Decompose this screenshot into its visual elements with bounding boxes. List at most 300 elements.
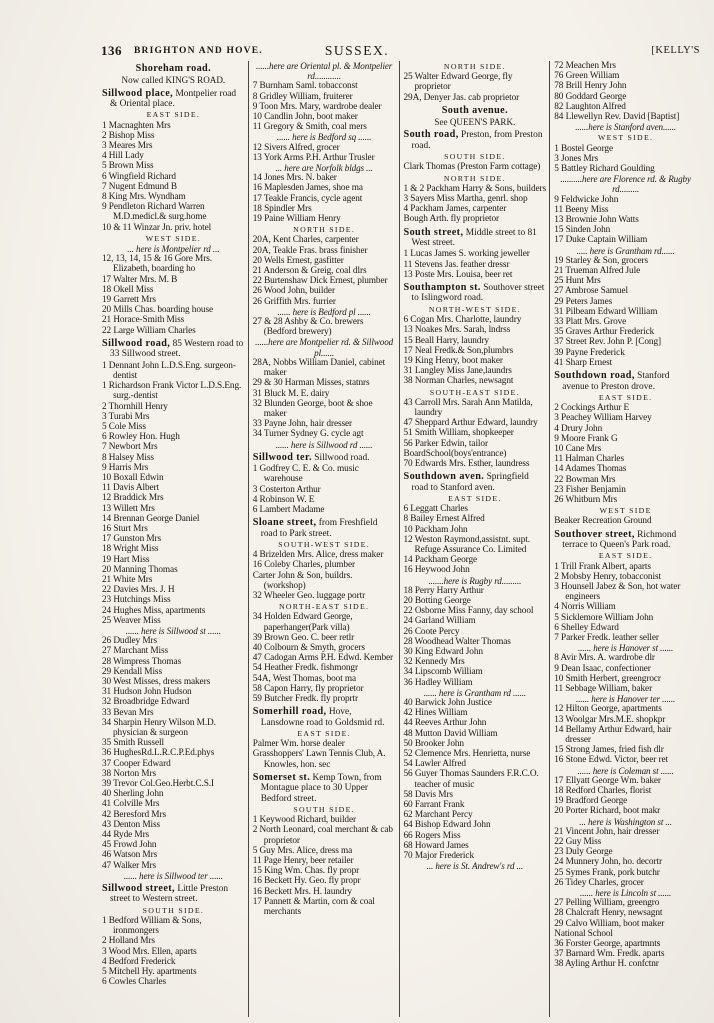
directory-entry: 6 Cogan Mrs. Charlotte, laundry <box>403 315 522 326</box>
directory-entry: 66 Rogers Miss <box>403 830 461 841</box>
cross-reference-line: ...... here is Lincoln st ...... <box>580 888 672 899</box>
directory-entry: 19 Garrett Mrs <box>102 295 156 306</box>
directory-entry: 20A, Kent Charles, carpenter <box>252 235 359 246</box>
street-name: Sillwood street, <box>102 883 175 895</box>
street-name: Somerset st. <box>252 771 311 783</box>
directory-entry: 4 Robinson W. E <box>252 494 315 505</box>
directory-entry: 27 Marchant Miss <box>102 646 169 657</box>
directory-entry: 46 Watson Mrs <box>102 850 158 861</box>
directory-entry: 40 Sherling John <box>102 789 164 800</box>
directory-entry: 33 Platt Mrs. Grove <box>554 317 627 328</box>
directory-entry: 19 Bradford George <box>554 796 628 807</box>
directory-entry: 39 Payne Frederick <box>554 347 625 358</box>
directory-entry: 17 Neal Fredk.& Son,plumbrs <box>403 345 514 356</box>
directory-entry: 40 Barwick John Justice <box>403 698 492 709</box>
side-heading: SOUTH SIDE. <box>142 905 205 915</box>
running-title-left: BRIGHTON AND HOVE. <box>134 46 263 56</box>
directory-entry: 59 Butcher Fredk. fly proprtr <box>252 694 359 704</box>
directory-entry: 20 Botting George <box>403 595 471 606</box>
directory-entry: 32 Wheeler Geo. luggage portr <box>252 590 366 601</box>
directory-entry: 80 Goddard George <box>554 91 627 102</box>
directory-entry: 72 Meachen Mrs <box>554 61 616 71</box>
directory-entry: 76 Green William <box>554 71 620 82</box>
street-note: See QUEEN'S PARK. <box>434 117 516 128</box>
directory-entry: National School <box>554 928 613 939</box>
directory-entry: 22 Guy Miss <box>554 837 602 848</box>
street-heading: Southampton st. Southover street to Islingword road. <box>403 282 545 304</box>
directory-entry: 22 Osborne Miss Fanny, day school <box>403 606 534 617</box>
directory-entry: 29 & 30 Harman Misses, statnrs <box>252 378 370 389</box>
directory-entry: 16 Coleby Charles, plumber <box>252 560 355 571</box>
column-2 <box>248 61 399 1017</box>
directory-entry: 32 Kennedy Mrs <box>403 657 465 668</box>
directory-entry: 39 Brown Geo. C. beer retlr <box>252 632 355 643</box>
cross-reference-line: .......here is Rugby rd......... <box>428 575 522 586</box>
side-heading: SOUTH-WEST SIDE. <box>278 539 370 549</box>
directory-entry: 15 Strong James, fried fish dlr <box>554 745 664 756</box>
directory-entry: 54 Heather Fredk. fishmongr <box>252 663 358 674</box>
directory-entry: 40 Colbourn & Smyth, grocers <box>252 642 365 653</box>
directory-entry: 31 Langley Miss Jane,laundrs <box>403 366 512 377</box>
directory-entry: 2 Bishop Miss <box>102 130 155 141</box>
directory-entry: 27 Ambrose Samuel <box>554 286 628 297</box>
directory-entry: 17 Teakle Francis, cycle agent <box>252 193 363 204</box>
directory-entry: 19 Starley & Son, grocers <box>554 255 649 266</box>
directory-entry: 22 Burtenshaw Dick Ernest, plumber <box>252 276 388 287</box>
directory-entry: 18 Okell Miss <box>102 284 154 295</box>
street-heading: Sillwood street, Little Preston street to Western street. <box>102 883 229 905</box>
directory-entry: 16 Maplesden James, shoe ma <box>252 183 363 194</box>
directory-entry: 37 Street Rev. John P. [Cong] <box>554 337 662 348</box>
street-name: Southover street, <box>554 528 635 540</box>
street-name: Southampton st. <box>403 282 481 294</box>
directory-entry: 9 Dean Isaac, confectioner <box>554 663 651 674</box>
directory-entry: 28 Wimpress Thomas <box>102 656 182 667</box>
directory-entry: 25 Walter Edward George, fly proprietor <box>403 72 513 93</box>
directory-entry: 36 Forster George, apartmnts <box>554 939 661 950</box>
directory-entry: 20A, Teakle Fras. brass finisher <box>252 245 368 256</box>
directory-entry: 17 Pannett & Martin, corn & coal merchants <box>252 896 375 918</box>
side-heading: NORTH SIDE. <box>293 225 356 235</box>
directory-entry: 29A, Denyer Jas. cab proprietor <box>403 92 520 103</box>
street-heading: Southdown road, Stanford avenue to Preston drove. <box>554 370 670 392</box>
directory-entry: 15 Beall Harry, laundry <box>403 335 489 346</box>
cross-reference-line: ...... here is Sillwood rd ...... <box>275 439 373 450</box>
directory-entry: 11 Sebbage William, baker <box>554 684 653 694</box>
directory-entry: 44 Reeves Arthur John <box>403 718 487 729</box>
directory-entry: 33 Payne John, hair dresser <box>252 419 353 430</box>
cross-reference-line: ...... here is Coleman st ...... <box>577 765 674 776</box>
directory-entry: 13 Willett Mrs <box>102 503 155 514</box>
directory-entry: 11 Davis Albert <box>102 483 160 494</box>
directory-entry: Grasshoppers' Lawn Tennis Club, A. Knowles, hon. sec <box>252 749 386 770</box>
directory-entry: 16 Heywood John <box>403 565 470 576</box>
directory-entry: 17 Duke Captain William <box>554 235 648 246</box>
directory-entry: 38 Norman Charles, newsagnt <box>403 376 514 387</box>
directory-entry: 13 Noakes Mrs. Sarah, lndrss <box>403 325 511 336</box>
directory-entry: BoardSchool(boys'entrance) <box>403 448 507 459</box>
cross-reference-line: ...... here is Grantham rd ...... <box>423 687 527 698</box>
cross-reference-line: ......here are Oriental pl. & Montpelier rd............ <box>255 61 393 82</box>
directory-entry: 38 Ayling Arthur H. confctnr <box>554 959 659 970</box>
directory-entry: 62 Marchant Percy <box>403 810 473 821</box>
directory-entry: 42 Hines William <box>403 708 468 719</box>
directory-entry: 41 Sharp Ernest <box>554 357 613 368</box>
directory-entry: 16 Beckett Mrs. H. laundry <box>252 886 352 897</box>
directory-entry: 10 Packham John <box>403 524 468 535</box>
street-heading: Sillwood road, 85 Western road to 33 Sillwood street. <box>102 337 244 360</box>
directory-entry: 2 North Leonard, coal merchant & cab proprietor <box>252 825 393 846</box>
directory-entry: 24 Garland William <box>403 616 476 627</box>
directory-entry: Palmer Wm. horse dealer <box>252 739 345 750</box>
directory-entry: 84 Llewellyn Rev. David [Baptist] <box>554 112 680 123</box>
side-heading: EAST SIDE. <box>598 392 653 402</box>
directory-entry: 22 Large William Charles <box>102 325 196 336</box>
street-name: South road, <box>403 129 459 141</box>
side-heading: EAST SIDE. <box>297 729 351 739</box>
directory-entry: Bough Arth. fly proprietor <box>403 214 500 225</box>
directory-entry: 4 Bedford Frederick <box>102 956 176 967</box>
directory-entry: 8 Avir Mrs. A. wardrobe dlr <box>554 653 655 664</box>
directory-entry: 3 Turabi Mrs <box>102 411 150 422</box>
directory-entry: 70 Major Frederick <box>403 851 474 862</box>
directory-entry: 18 Redford Charles, florist <box>554 786 652 797</box>
directory-entry: 1 Richardson Frank Victor L.D.S.Eng. surg.-dentist <box>102 381 242 402</box>
directory-entry: 18 Perry Harry Arthur <box>403 585 484 596</box>
directory-entry: 3 Costerton Arthur <box>252 484 321 495</box>
directory-entry: 6 Wingfield Richard <box>102 171 176 182</box>
directory-entry: 6 Lambert Madame <box>252 504 325 515</box>
directory-entry: 37 Cooper Edward <box>102 758 171 769</box>
directory-entry: 1 Godfrey C. E. & Co. music warehouse <box>252 464 359 485</box>
directory-entry: 4 Norris William <box>554 602 616 613</box>
directory-entry: 32 Broadbridge Edward <box>102 697 190 708</box>
directory-entry: 26 Griffith Mrs. furrier <box>252 296 336 307</box>
directory-entry: 38 Norton Mrs <box>102 768 156 779</box>
column-4 <box>549 61 700 1017</box>
street-heading: Southdown aven. Springfield road to Stanford aven. <box>403 471 529 493</box>
directory-entry: 2 Cockings Arthur E <box>554 403 630 414</box>
street-heading: Somerhill road, Hove, Lansdowne road to Goldsmid rd. <box>252 706 385 728</box>
directory-entry: 51 Smith William, shopkeeper <box>403 428 514 439</box>
street-name: Shoreham road. <box>135 63 212 74</box>
directory-entry: 56 Parker Edwin, tailor <box>403 438 488 449</box>
directory-entry: 12, 13, 14, 15 & 16 Gore Mrs. Elizabeth, boarding ho <box>102 254 212 275</box>
directory-entry: 15 Sinden John <box>554 225 611 236</box>
cross-reference-line: ... here is Montpelier rd ... <box>127 244 220 255</box>
directory-entry: 6 Leggatt Charles <box>403 504 468 515</box>
directory-entry: 20 Manning Thomas <box>102 564 178 575</box>
running-title-right: [KELLY'S <box>651 45 700 56</box>
directory-entry: 44 Ryde Mrs <box>102 830 150 841</box>
directory-entry: 17 Gunston Mrs <box>102 534 162 545</box>
directory-entry: 82 Laughton Alfred <box>554 101 626 112</box>
cross-reference-line: ...... here is Bedford pl ...... <box>277 306 371 317</box>
directory-entry: 3 Sayers Miss Martha, genrl. shop <box>403 194 528 205</box>
directory-entry: 16 Sturt Mrs <box>102 523 148 534</box>
cross-reference-line: ..........here are Florence rd. & Rugby rd......... <box>560 174 691 195</box>
directory-entry: 1 Keywood Richard, builder <box>252 815 357 826</box>
directory-entry: 33 Bevan Mrs <box>102 707 154 718</box>
side-heading: SOUTH-EAST SIDE. <box>429 387 520 397</box>
directory-entry: 10 Cane Mrs <box>554 443 602 454</box>
directory-entry: 5 Sicklemore William John <box>554 612 654 623</box>
directory-entry: 14 Bellamy Arthur Edward, hair dresser <box>554 724 672 746</box>
directory-entry: 52 Clemence Mrs. Henrietta, nurse <box>403 749 531 760</box>
directory-entry: 3 Jones Mrs <box>554 153 599 164</box>
street-name: South street, <box>403 226 464 238</box>
column-1 <box>98 61 248 1017</box>
side-heading: NORTH SIDE. <box>443 173 506 183</box>
directory-entry: 10 & 11 Winzar Jn. priv. hotel <box>102 222 212 233</box>
directory-entry: 48 Mutton David William <box>403 728 498 739</box>
street-name: South avenue. <box>441 104 509 116</box>
directory-entry: 32 Blunden George, boot & shoe maker <box>252 398 373 419</box>
directory-entry: 8 Halsey Miss <box>102 452 154 463</box>
directory-entry: 43 Carroll Mrs. Sarah Ann Matilda, laundry <box>403 397 533 418</box>
street-note: Now called KING'S ROAD. <box>121 75 226 86</box>
directory-entry: 7 Newbort Mrs <box>102 442 158 453</box>
directory-entry: 36 HughesRd.L.R.C.P.Ed.phys <box>102 748 215 759</box>
side-heading: SOUTH SIDE. <box>444 152 506 162</box>
directory-entry: 6 Rowley Hon. Hugh <box>102 432 180 443</box>
side-heading: NORTH SIDE. <box>443 62 506 71</box>
directory-entry: 22 Bowman Mrs <box>554 474 616 485</box>
directory-entry: 11 Halman Charles <box>554 454 624 465</box>
directory-entry: 17 Ellyatt George Wm. baker <box>554 775 661 786</box>
directory-entry: 9 Pendleton Richard Warren M.D.medicl.& surg.home <box>102 202 207 223</box>
directory-entry: 42 Beresford Mrs <box>102 809 166 820</box>
directory-entry: 25 Weaver Miss <box>102 615 161 626</box>
directory-entry: 30 West Misses, dress makers <box>102 677 211 687</box>
street-name: Somerhill road, <box>252 706 327 718</box>
street-heading <box>102 64 245 74</box>
cross-reference-line: ... here is Washington st ... <box>579 816 672 827</box>
street-name: Sillwood ter. <box>252 451 312 463</box>
directory-entry: 13 Poste Mrs. Louisa, beer ret <box>403 269 513 280</box>
street-heading: Sloane street, from Freshfield road to Park street. <box>252 517 378 539</box>
directory-entry: 35 Smith Russell <box>102 738 164 749</box>
street-name: Sloane street, <box>252 517 317 529</box>
directory-entry: 23 Hutchings Miss <box>102 595 171 606</box>
directory-entry: 19 Paine William Henry <box>252 214 341 225</box>
directory-entry: 60 Farrant Frank <box>403 800 465 811</box>
cross-reference-line: ...... here is Hanover ter ...... <box>576 694 676 705</box>
cross-reference-line: ......here is Stanford aven...... <box>575 122 677 133</box>
directory-entry: 22 Davies Mrs. J. H <box>102 585 175 596</box>
directory-entry: 8 King Mrs. Wyndham <box>102 192 186 203</box>
directory-entry: 29 Calvo William, boot maker <box>554 918 665 929</box>
directory-entry: 20 Mills Chas. boarding house <box>102 305 213 316</box>
cross-reference-line: ..... here is Grantham rd...... <box>576 245 675 256</box>
directory-entry: 6 Shelley Edward <box>554 622 619 633</box>
directory-entry: 54A, West Thomas, boot ma <box>252 673 357 684</box>
directory-entry: 20 Porter Richard, boot makr <box>554 806 661 817</box>
directory-entry: 29 Kendall Miss <box>102 666 162 677</box>
directory-entry: 39 Trevor Col.Geo.Herbt.C.S.I <box>102 779 215 790</box>
street-name: Southdown road, <box>554 370 635 382</box>
directory-entry: 31 Pilbeam Edward William <box>554 306 658 317</box>
directory-entry: 2 Holland Mrs <box>102 936 155 947</box>
directory-entry: 23 Duly George <box>554 847 613 858</box>
directory-entry: 19 Hart Miss <box>102 554 150 565</box>
directory-entry: 16 Stone Edwd. Victor, beer ret <box>554 755 669 766</box>
directory-entry: 27 & 28 Ashby & Co. brewers (Bedford brewery) <box>252 317 364 338</box>
side-heading: WEST SIDE. <box>145 233 202 243</box>
directory-entry: 31 Hudson John Hudson <box>102 687 192 698</box>
directory-entry: 14 Brennan George Daniel <box>102 513 200 524</box>
directory-entry: 4 Brizelden Mrs. Alice, dress maker <box>252 550 384 561</box>
directory-entry: Carter John & Son, buildrs. (workshop) <box>252 570 353 591</box>
directory-entry: 26 Tidey Charles, grocer <box>554 877 644 888</box>
directory-entry: 34 Sharpin Henry Wilson M.D. physician & surgeon <box>102 717 216 739</box>
directory-entry: 1 & 2 Packham Harry & Sons, builders <box>403 183 547 194</box>
running-title-center: SUSSEX. <box>324 43 390 58</box>
directory-entry: 28A, Nobbs William Daniel, cabinet maker <box>252 357 386 379</box>
directory-entry: 26 Wood John, builder <box>252 286 335 297</box>
directory-entry: 21 White Mrs <box>102 574 153 585</box>
directory-entry: 31 Bluck M. E. dairy <box>252 388 330 399</box>
directory-entry: 17 Walter Mrs. M. B <box>102 274 178 285</box>
directory-entry: 26 Coote Percy <box>403 626 460 637</box>
directory-entry: 11 Beeny Miss <box>554 204 609 215</box>
directory-entry: 43 Denton Miss <box>102 819 160 830</box>
directory-entry: 25 Hunt Mrs <box>554 276 601 287</box>
directory-entry: 28 Chalcraft Henry, newsagnt <box>554 908 663 919</box>
directory-entry: 4 Packham James, carpenter <box>403 204 507 215</box>
directory-entry: 11 Stevens Jas. feather dressr <box>403 259 510 270</box>
directory-entry: 15 King Wm. Chas. fly propr <box>252 866 360 877</box>
directory-entry: 7 Burnham Saml. tobacconst <box>252 81 358 92</box>
running-header <box>0 43 714 61</box>
directory-entry: 5 Brown Miss <box>102 161 154 172</box>
side-heading: EAST SIDE. <box>448 493 502 503</box>
directory-entry: 4 Hill Lady <box>102 151 144 162</box>
directory-entry: 1 Dennant John L.D.S.Eng. surgeon-dentist <box>102 360 236 381</box>
directory-entry: 6 Cowles Charles <box>102 977 166 988</box>
side-heading: NORTH-EAST SIDE. <box>278 602 370 612</box>
directory-entry: 25 Symes Frank, pork butchr <box>554 867 660 878</box>
directory-columns <box>98 61 700 1017</box>
side-heading: EAST SIDE. <box>598 551 653 561</box>
directory-entry: 4 Drury John <box>554 423 603 434</box>
directory-entry: 56 Guyer Thomas Saunders F.R.C.O. teacher of music <box>403 769 539 790</box>
directory-entry: 20 Wells Ernest, gasfitter <box>252 255 344 266</box>
directory-entry: 10 Boxall Edwin <box>102 472 164 483</box>
directory-entry: 9 Harris Mrs <box>102 462 149 473</box>
cross-reference-line: ... here are Norfolk bldgs ... <box>275 163 373 174</box>
directory-entry: 8 Gridley William, fruiterer <box>252 91 353 102</box>
directory-entry: 34 Holden Edward George, paperhanger(Park villa) <box>252 612 353 633</box>
directory-entry: 19 King Henry, boot maker <box>403 355 503 366</box>
directory-entry: 27 Pelling William, greengro <box>554 898 660 909</box>
directory-entry: 7 Parker Fredk. leather seller <box>554 632 659 643</box>
directory-entry: 21 Vincent John, hair dresser <box>554 826 660 837</box>
street-heading: Southover street, Richmond terrace to Queen's Park road. <box>554 528 677 550</box>
directory-entry: 24 Munnery John, ho. decortr <box>554 857 662 868</box>
directory-entry: 54 Lawler Alfred <box>403 759 466 770</box>
directory-entry: 68 Howard James <box>403 840 469 851</box>
directory-entry: 2 Mobsby Henry, tobacconist <box>554 571 661 582</box>
directory-entry: 12 Weston Raymond,assistnt. supt. Refuge Assurance Co. Limited <box>403 534 530 555</box>
directory-entry: 9 Toon Mrs. Mary, wardrobe dealer <box>252 101 382 112</box>
directory-entry: 47 Walker Mrs <box>102 860 157 871</box>
directory-entry: Beaker Recreation Ground <box>554 516 652 527</box>
directory-entry: 21 Horace-Smith Miss <box>102 315 185 326</box>
directory-entry: 1 Bedford William & Sons, ironmongers <box>102 916 202 937</box>
street-name: Sillwood road, <box>102 337 171 349</box>
directory-entry: 9 Moore Frank G <box>554 433 618 444</box>
directory-entry: 24 Hughes Miss, apartments <box>102 605 206 616</box>
directory-entry: 1 Trill Frank Albert, aparts <box>554 561 651 572</box>
directory-entry: 2 Thornhill Henry <box>102 401 168 412</box>
directory-entry: 26 Whitburn Mrs <box>554 494 618 505</box>
directory-entry: 37 Barnard Wm. Fredk. aparts <box>554 949 665 960</box>
directory-entry: 70 Edwards Mrs. Esther, laundress <box>403 458 530 469</box>
directory-entry: 36 Hadley William <box>403 677 473 688</box>
side-heading: NORTH-WEST SIDE. <box>428 304 521 314</box>
directory-entry: 5 Guy Mrs. Alice, dress ma <box>252 845 353 856</box>
street-name: Southdown aven. <box>403 471 485 483</box>
directory-entry: 12 Hilton George, apartments <box>554 704 662 715</box>
side-heading: WEST SIDE. <box>597 133 654 143</box>
directory-entry: 12 Sivers Alfred, grocer <box>252 142 340 153</box>
directory-entry: 50 Brooker John <box>403 738 464 749</box>
directory-entry: 47 Sheppard Arthur Edward, laundry <box>403 418 538 429</box>
street-heading: Sillwood place, Montpelier road & Oriental place. <box>102 87 237 110</box>
page-number: 136 <box>101 43 122 58</box>
directory-entry: 11 Page Henry, beer retailer <box>252 856 354 867</box>
directory-entry: 13 Woolgar Mrs.M.E. shopkpr <box>554 714 666 725</box>
directory-entry: 5 Cole Miss <box>102 421 146 432</box>
directory-entry: 10 Smith Herbert, greengrocr <box>554 673 661 684</box>
directory-entry: 18 Spindler Mrs <box>252 203 312 214</box>
street-heading <box>404 106 547 116</box>
cross-reference-line: ...... here is Sillwood ter ...... <box>123 870 223 881</box>
directory-entry: 78 Brill Henry John <box>554 81 627 92</box>
directory-entry: 3 Meares Mrs <box>102 141 153 152</box>
directory-entry: 7 Nugent Edmund B <box>102 181 177 192</box>
directory-entry: 29 Peters James <box>554 296 613 307</box>
directory-entry: 1 Macnaghten Mrs <box>102 120 171 131</box>
directory-entry: 14 Jones Mrs. N. baker <box>252 173 337 184</box>
directory-entry: 45 Frowd John <box>102 840 157 851</box>
side-heading: EAST SIDE. <box>146 110 201 120</box>
directory-entry: 8 Bailey Ernest Alfred <box>403 514 485 525</box>
cross-reference-line: ... here is St. Andrew's rd ... <box>426 861 524 872</box>
directory-entry: 12 Braddick Mrs <box>102 493 164 504</box>
directory-entry: 5 Battley Richard Goulding <box>554 164 655 175</box>
directory-entry: 35 Graves Arthur Frederick <box>554 327 655 338</box>
directory-entry: 34 Lipscomb William <box>403 667 483 678</box>
cross-reference-line: ...... here is Sillwood st ...... <box>125 625 221 636</box>
side-heading: WEST SIDE <box>599 506 652 516</box>
directory-entry: 14 Adames Thomas <box>554 464 627 475</box>
directory-entry: 64 Bishop Edward John <box>403 820 491 831</box>
directory-entry: 3 Wood Mrs. Ellen, aparts <box>102 946 197 957</box>
directory-entry: 30 King Edward John <box>403 647 483 657</box>
cross-reference-line: ...... here is Bedford sq ...... <box>276 132 372 143</box>
directory-entry: 58 Capon Harry, fly proprietor <box>252 683 364 694</box>
directory-entry: 14 Packham George <box>403 555 478 566</box>
directory-entry: 58 Davis Mrs <box>403 789 453 800</box>
directory-entry: 1 Lucas James S. working jeweller <box>403 249 530 260</box>
directory-entry: 13 Brownie John Watts <box>554 215 639 226</box>
directory-entry: 47 Cadogan Arms P.H. Edwd. Kember <box>252 653 394 664</box>
street-name: Sillwood place, <box>102 87 174 99</box>
directory-entry: 23 Fisher Benjamin <box>554 484 626 495</box>
street-heading: Somerset st. Kemp Town, from Montague place to 30 Upper Bedford street. <box>252 771 382 804</box>
